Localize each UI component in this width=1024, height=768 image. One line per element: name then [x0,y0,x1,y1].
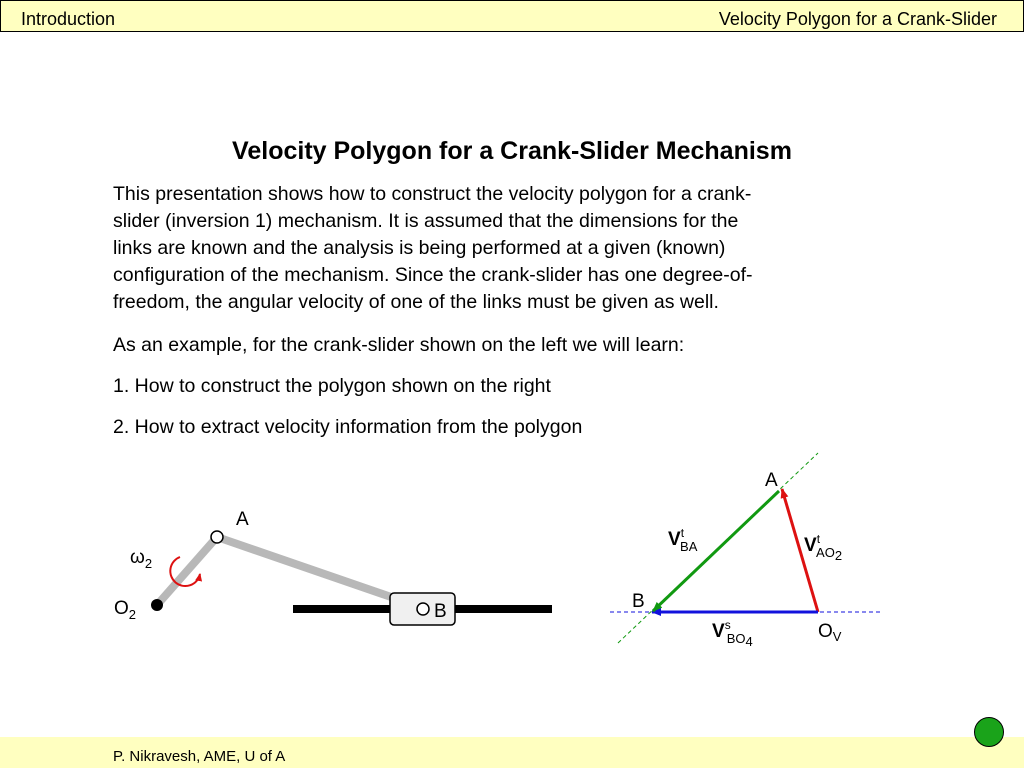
label-o2: $O_2$ [114,598,137,622]
crank-link [157,537,217,605]
label-omega: $\omega_2$ [130,547,153,571]
label-vao2: $V^t$ AO2 [804,532,843,563]
next-slide-button[interactable] [974,717,1004,747]
list-item-2: 2. How to extract velocity information from the polygon [113,416,583,438]
footer-bar [0,737,1024,768]
ground-pivot-o2 [151,599,163,611]
intro-line: configuration of the mechanism. Since the crank-slider has one degree-of- [113,264,753,286]
footer-credit: P. Nikravesh, AME, U of A [113,748,286,765]
velocity-polygon [610,453,882,649]
example-paragraph: As an example, for the crank-slider shown on the left we will learn: [113,334,685,356]
label-vba: $V^t$ BA [668,526,698,554]
polygon-label-b: B [632,591,645,612]
label-b: B [434,601,447,622]
joint-b [417,603,429,615]
label-vbo4: $V^s$ BO4 [712,618,753,649]
intro-line: slider (inversion 1) mechanism. It is assumed that the dimensions for the [113,210,739,232]
header-title: Velocity Polygon for a Crank-Slider [718,9,997,29]
intro-line: freedom, the angular velocity of one of the links must be given as well. [113,291,719,313]
vector-vba [653,491,779,611]
intro-line: links are known and the analysis is being performed at a given (known) [113,237,726,259]
section-label: Introduction [21,9,116,29]
polygon-label-origin: $O_V$ [818,621,842,644]
intro-line: This presentation shows how to construct the velocity polygon for a crank- [113,183,752,205]
polygon-label-a: A [765,470,778,491]
list-item-1: 1. How to construct the polygon shown on the right [113,375,551,397]
crank-slider-mechanism [114,509,552,625]
page-title: Velocity Polygon for a Crank-Slider Mechanism [232,137,792,165]
joint-a [211,531,223,543]
label-a: A [236,509,249,530]
